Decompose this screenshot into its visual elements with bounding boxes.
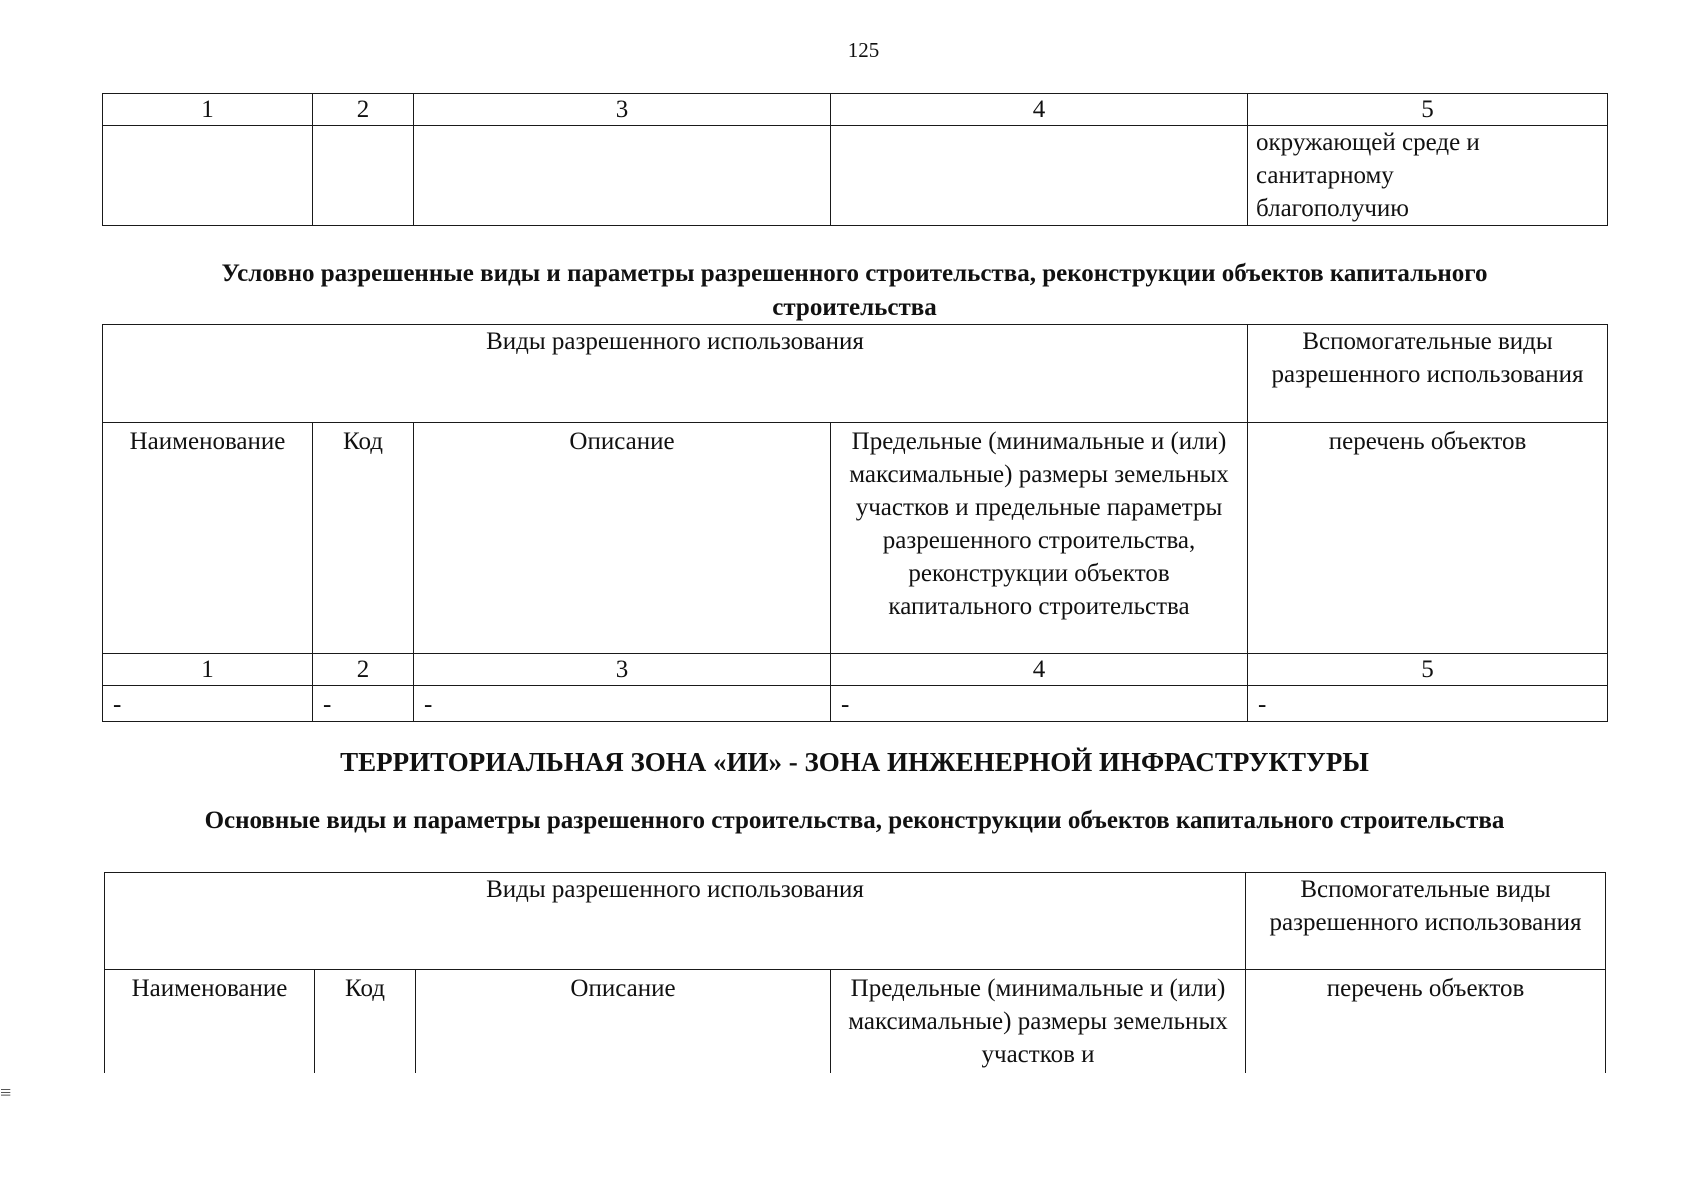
column-number: 2: [313, 94, 414, 126]
section-heading-conditional: Условно разрешенные виды и параметры разрешенного строительства, реконструкции объектов капитального строительства: [221, 260, 1488, 321]
column-header-limits: Предельные (минимальные и (или) максимальные) размеры земельных участков и предельные параметры разрешенного строительства, реконструкции объектов капитального строительства: [831, 423, 1248, 654]
column-number: 3: [414, 654, 831, 686]
column-number: 3: [414, 94, 831, 126]
column-number: 5: [1248, 654, 1608, 686]
column-header-aux-list: перечень объектов: [1248, 423, 1608, 654]
column-number: 4: [831, 654, 1248, 686]
column-number: 1: [103, 94, 313, 126]
continuation-table: [102, 93, 1608, 226]
section-heading-main: Основные виды и параметры разрешенного строительства, реконструкции объектов капитального строительства: [204, 807, 1505, 834]
table-cell: -: [414, 686, 831, 722]
table-cell: -: [313, 686, 414, 722]
table-cell: -: [103, 686, 313, 722]
column-header-name: Наименование: [105, 970, 315, 1074]
main-uses-table: [104, 872, 1606, 1073]
table-row: [103, 126, 1608, 226]
group-header-permitted-uses: Виды разрешенного использования: [105, 873, 1246, 970]
column-header-description: Описание: [416, 970, 831, 1074]
group-header-permitted-uses: Виды разрешенного использования: [103, 325, 1248, 423]
table-group-header-row: [103, 325, 1608, 423]
conditional-uses-table: [102, 324, 1608, 722]
table-cell: [414, 126, 831, 226]
column-header-code: Код: [315, 970, 416, 1074]
group-header-auxiliary-uses: Вспомогательные виды разрешенного использования: [1248, 325, 1608, 423]
table-cell: -: [831, 686, 1248, 722]
group-header-auxiliary-uses: Вспомогательные виды разрешенного использования: [1246, 873, 1606, 970]
column-header-name: Наименование: [103, 423, 313, 654]
table-row: [103, 686, 1608, 722]
column-number: 2: [313, 654, 414, 686]
column-header-aux-list: перечень объектов: [1246, 970, 1606, 1074]
table-number-row: [103, 94, 1608, 126]
column-number: 1: [103, 654, 313, 686]
table-cell: [831, 126, 1248, 226]
table-header-row: [105, 970, 1606, 1074]
column-header-code: Код: [313, 423, 414, 654]
column-header-limits: Предельные (минимальные и (или) максимальные) размеры земельных участков и: [831, 970, 1246, 1074]
table-cell: [103, 126, 313, 226]
column-header-description: Описание: [414, 423, 831, 654]
table-cell: [313, 126, 414, 226]
page-number: 125: [847, 38, 880, 62]
table-header-row: [103, 423, 1608, 654]
zone-title: ТЕРРИТОРИАЛЬНАЯ ЗОНА «ИИ» - ЗОНА ИНЖЕНЕРНОЙ ИНФРАСТРУКТУРЫ: [340, 747, 1369, 777]
table-number-row: [103, 654, 1608, 686]
table-cell: -: [1248, 686, 1608, 722]
binding-margin-mark: ≡: [0, 1082, 12, 1104]
table-group-header-row: [105, 873, 1606, 970]
column-number: 5: [1248, 94, 1608, 126]
column-number: 4: [831, 94, 1248, 126]
table-cell: окружающей среде и санитарному благополучию: [1248, 126, 1608, 226]
